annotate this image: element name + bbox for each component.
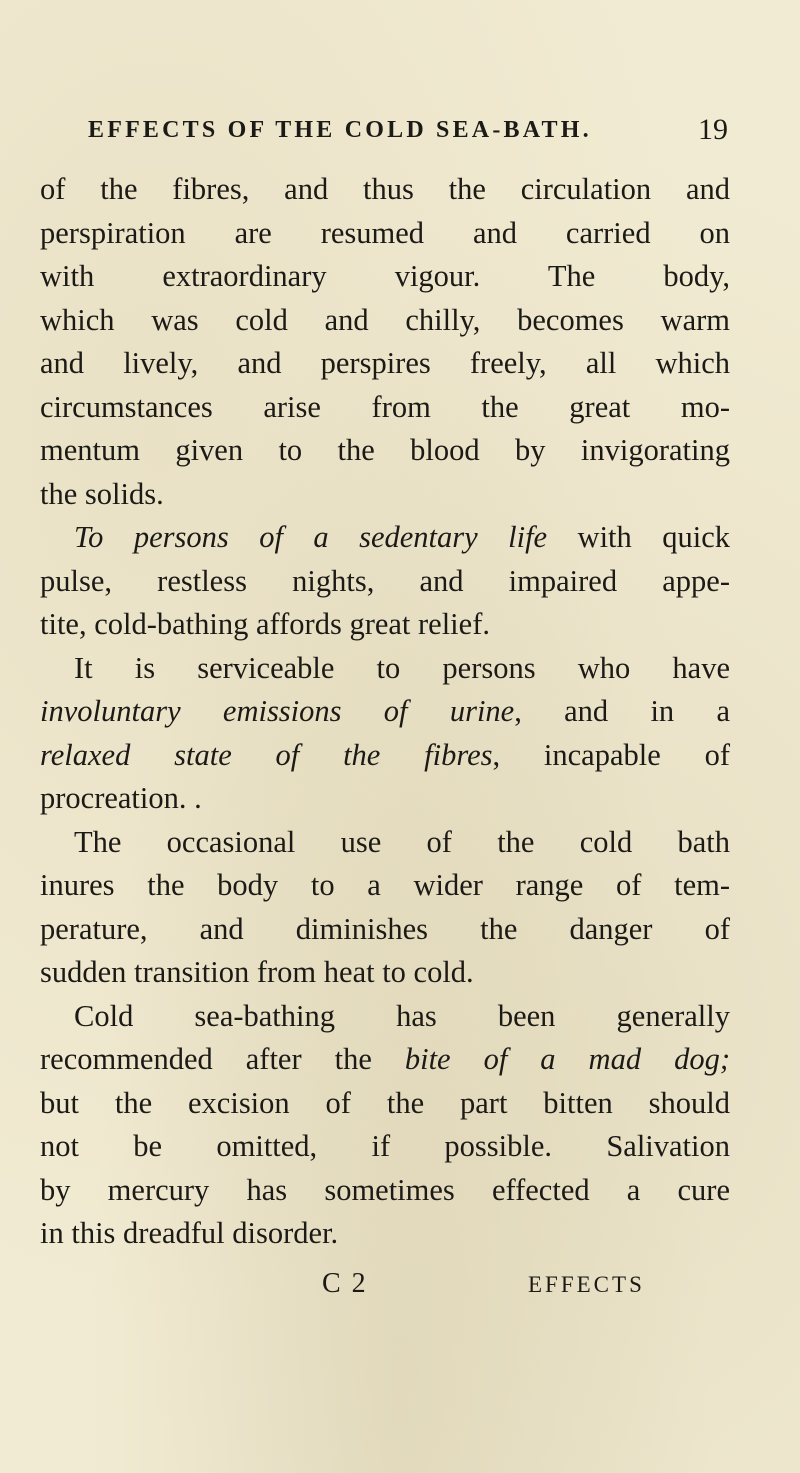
text-segment: perature, and diminishes the danger of	[40, 911, 730, 946]
text-line	[40, 299, 730, 343]
text-line	[40, 473, 730, 517]
text-segment: by mercury has sometimes effected a cure	[40, 1172, 730, 1207]
text-segment: with extraordinary vigour. The body,	[40, 259, 730, 293]
italic-text: To persons of a sedentary life	[74, 520, 548, 554]
text-line	[40, 951, 730, 995]
text-line	[40, 342, 730, 386]
page-footer	[0, 1268, 800, 1318]
text-line	[40, 560, 730, 604]
text-line	[40, 821, 730, 865]
text-line	[40, 1082, 730, 1126]
text-segment: recommended after the	[40, 1042, 405, 1076]
text-segment: which was cold and chilly, becomes warm	[40, 302, 730, 337]
text-segment: circumstances arise from the great mo-	[40, 389, 730, 424]
text-line	[40, 734, 730, 778]
text-line	[40, 995, 730, 1039]
text-line	[40, 1212, 730, 1256]
text-line	[40, 255, 730, 299]
text-line	[40, 212, 730, 256]
text-line	[40, 386, 730, 430]
signature-mark: C 2	[322, 1268, 368, 1299]
text-segment: The occasional use of the cold bath	[74, 824, 730, 859]
text-line	[40, 168, 730, 212]
italic-text: bite of a mad dog;	[404, 1042, 730, 1076]
text-line	[40, 647, 730, 691]
text-segment: , and in a	[514, 694, 730, 728]
text-line	[40, 1169, 730, 1213]
text-segment: Cold sea-bathing has been generally	[74, 998, 730, 1033]
page-number: 19	[698, 113, 728, 146]
text-segment: It is serviceable to persons who have	[74, 650, 730, 685]
text-segment: but the excision of the part bitten should	[40, 1085, 730, 1120]
running-head	[88, 113, 728, 153]
text-line	[40, 777, 730, 821]
text-line	[40, 603, 730, 647]
text-segment: inures the body to a wider range of tem-	[40, 868, 730, 902]
text-line	[40, 516, 730, 560]
text-line	[40, 690, 730, 734]
text-segment: not be omitted, if possible. Salivation	[40, 1129, 730, 1163]
text-segment: sudden transition from heat to cold.	[40, 955, 474, 989]
text-segment: of the fibres, and thus the circulation and	[40, 172, 730, 206]
text-line	[40, 1038, 730, 1082]
text-segment: tite, cold-bathing affords great relief.	[40, 607, 490, 641]
italic-text: involuntary emissions of urine	[40, 694, 515, 728]
italic-text: relaxed state of the fibres	[40, 737, 493, 772]
text-segment: the solids.	[40, 476, 164, 511]
text-segment: in this dreadful disorder.	[40, 1216, 339, 1250]
body-text	[40, 168, 730, 1256]
text-segment: , incapable of	[492, 737, 730, 772]
text-line	[40, 429, 730, 473]
text-segment: procreation. .	[40, 781, 202, 815]
text-line	[40, 1125, 730, 1169]
text-segment: with quick	[547, 520, 730, 554]
catchword: EFFECTS	[528, 1272, 645, 1297]
text-line	[40, 908, 730, 952]
text-segment: and lively, and perspires freely, all which	[40, 346, 730, 380]
text-segment: pulse, restless nights, and impaired appe-	[40, 563, 730, 598]
running-title: EFFECTS OF THE COLD SEA-BATH.	[88, 117, 592, 143]
text-segment: perspiration are resumed and carried on	[40, 215, 730, 250]
text-line	[40, 864, 730, 908]
text-segment: mentum given to the blood by invigorating	[40, 433, 730, 467]
